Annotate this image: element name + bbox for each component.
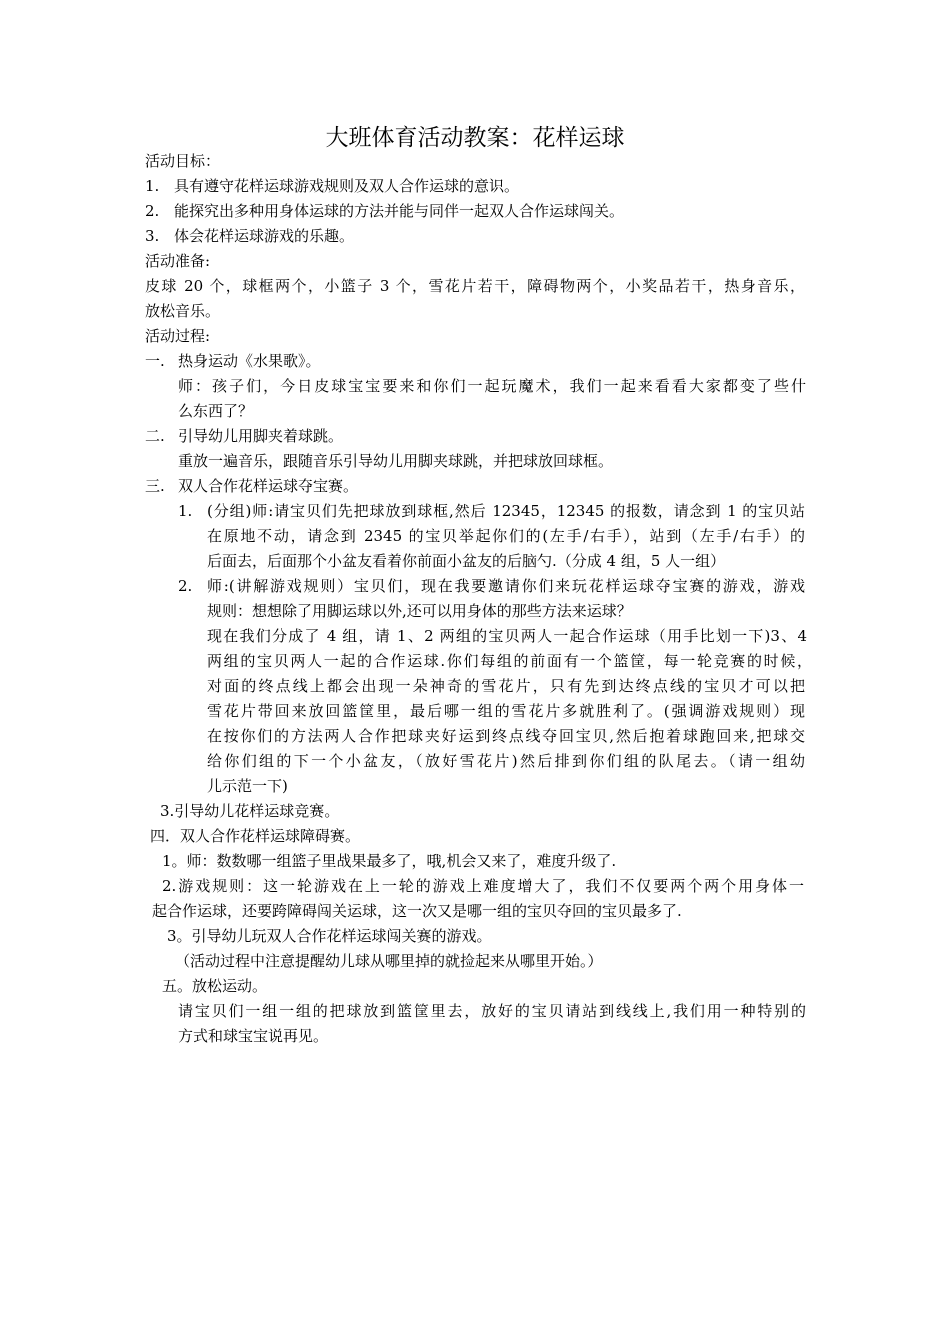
goal-1-text: 具有遵守花样运球游戏规则及双人合作运球的意识。 bbox=[174, 177, 520, 195]
prep-line-2: 放松音乐。 bbox=[145, 302, 221, 320]
goal-3-text: 体会花样运球游戏的乐趣。 bbox=[174, 227, 355, 245]
section-3-item-2-line-5: 对面的终点线上都会出现一朵神奇的雪花片，只有先到达终点线的宝贝才可以把 bbox=[207, 677, 805, 695]
section-4-item-2-line-1: 2.游戏规则：这一轮游戏在上一轮的游戏上难度增大了，我们不仅要两个两个用身体一 bbox=[162, 877, 804, 895]
section-4-item-3: 3。引导幼儿玩双人合作花样运球闯关赛的游戏。 bbox=[167, 927, 492, 945]
goals-heading: 活动目标： bbox=[145, 152, 221, 170]
section-3-item-2-line-4: 两组的宝贝两人一起的合作运球.你们每组的前面有一个篮筐，每一轮竞赛的时候， bbox=[207, 652, 812, 670]
section-3-item-1-num: 1. bbox=[178, 502, 193, 520]
section-3-item-2-num: 2. bbox=[178, 577, 193, 595]
section-3-item-1-line-3: 后面去，后面那个小盆友看着你前面小盆友的后脑勺.（分成 4 组，5 人一组） bbox=[207, 552, 726, 570]
page-title: 大班体育活动教案：花样运球 bbox=[325, 125, 625, 151]
section-5-title: 五。放松运动。 bbox=[162, 977, 268, 995]
prep-line-1: 皮球 20 个，球框两个，小篮子 3 个，雪花片若干，障碍物两个，小奖品若干，热身音乐， bbox=[145, 277, 805, 295]
section-3-item-2-line-7: 在按你们的方法两人合作把球夹好运到终点线夺回宝贝,然后抱着球跑回来,把球交 bbox=[207, 727, 805, 745]
section-3-item-2-line-1: 师:(讲解游戏规则）宝贝们，现在我要邀请你们来玩花样运球夺宝赛的游戏，游戏 bbox=[207, 577, 805, 595]
section-4-title: 四．双人合作花样运球障碍赛。 bbox=[150, 827, 361, 845]
section-3-item-2-line-9: 儿示范一下) bbox=[207, 777, 288, 795]
goal-1-num: 1. bbox=[145, 177, 160, 195]
prep-heading: 活动准备: bbox=[145, 252, 211, 270]
section-3-item-3: 3.引导幼儿花样运球竞赛。 bbox=[160, 802, 340, 820]
section-5-line-2: 方式和球宝宝说再见。 bbox=[178, 1027, 329, 1045]
section-1-num: 一. bbox=[145, 352, 165, 370]
process-heading: 活动过程: bbox=[145, 327, 211, 345]
goal-2-text: 能探究出多种用身体运球的方法并能与同伴一起双人合作运球闯关。 bbox=[174, 202, 625, 220]
section-3-item-2-line-2: 规则：想想除了用脚运球以外,还可以用身体的那些方法来运球？ bbox=[207, 602, 632, 620]
section-3-item-1-line-2: 在原地不动，请念到 2345 的宝贝举起你们的(左手/右手），站到（左手/右手）的 bbox=[207, 527, 805, 545]
section-2-title: 引导幼儿用脚夹着球跳。 bbox=[178, 427, 344, 445]
section-5-line-1: 请宝贝们一组一组的把球放到篮筐里去，放好的宝贝请站到线线上,我们用一种特别的 bbox=[178, 1002, 806, 1020]
section-4-item-2-line-2: 起合作运球，还要跨障碍闯关运球，这一次又是哪一组的宝贝夺回的宝贝最多了. bbox=[152, 902, 682, 920]
section-3-num: 三. bbox=[145, 477, 165, 495]
section-1-title: 热身运动《水果歌》。 bbox=[178, 352, 321, 370]
section-2-num: 二. bbox=[145, 427, 165, 445]
section-1-line-2: 么东西了？ bbox=[178, 402, 254, 420]
section-3-item-2-line-3: 现在我们分成了 4 组，请 1、2 两组的宝贝两人一起合作运球（用手比划一下)3、4 bbox=[207, 627, 807, 645]
section-3-title: 双人合作花样运球夺宝赛。 bbox=[178, 477, 359, 495]
section-4-item-1: 1。师：数数哪一组篮子里战果最多了，哦,机会又来了，难度升级了. bbox=[162, 852, 617, 870]
section-1-line-1: 师：孩子们，今日皮球宝宝要来和你们一起玩魔术，我们一起来看看大家都变了些什 bbox=[178, 377, 806, 395]
section-4-note: （活动过程中注意提醒幼儿球从哪里掉的就捡起来从哪里开始。） bbox=[175, 952, 603, 970]
section-2-line: 重放一遍音乐，跟随音乐引导幼儿用脚夹球跳，并把球放回球框。 bbox=[178, 452, 614, 470]
section-3-item-2-line-6: 雪花片带回来放回篮筐里，最后哪一组的雪花片多就胜利了。(强调游戏规则）现 bbox=[207, 702, 805, 720]
goal-2-num: 2. bbox=[145, 202, 160, 220]
goal-3-num: 3. bbox=[145, 227, 160, 245]
section-3-item-1-line-1: (分组)师:请宝贝们先把球放到球框,然后 12345，12345 的报数，请念到 1 的宝贝站 bbox=[207, 502, 805, 520]
section-3-item-2-line-8: 给你们组的下一个小盆友，（放好雪花片)然后排到你们组的队尾去。（请一组幼 bbox=[207, 752, 805, 770]
